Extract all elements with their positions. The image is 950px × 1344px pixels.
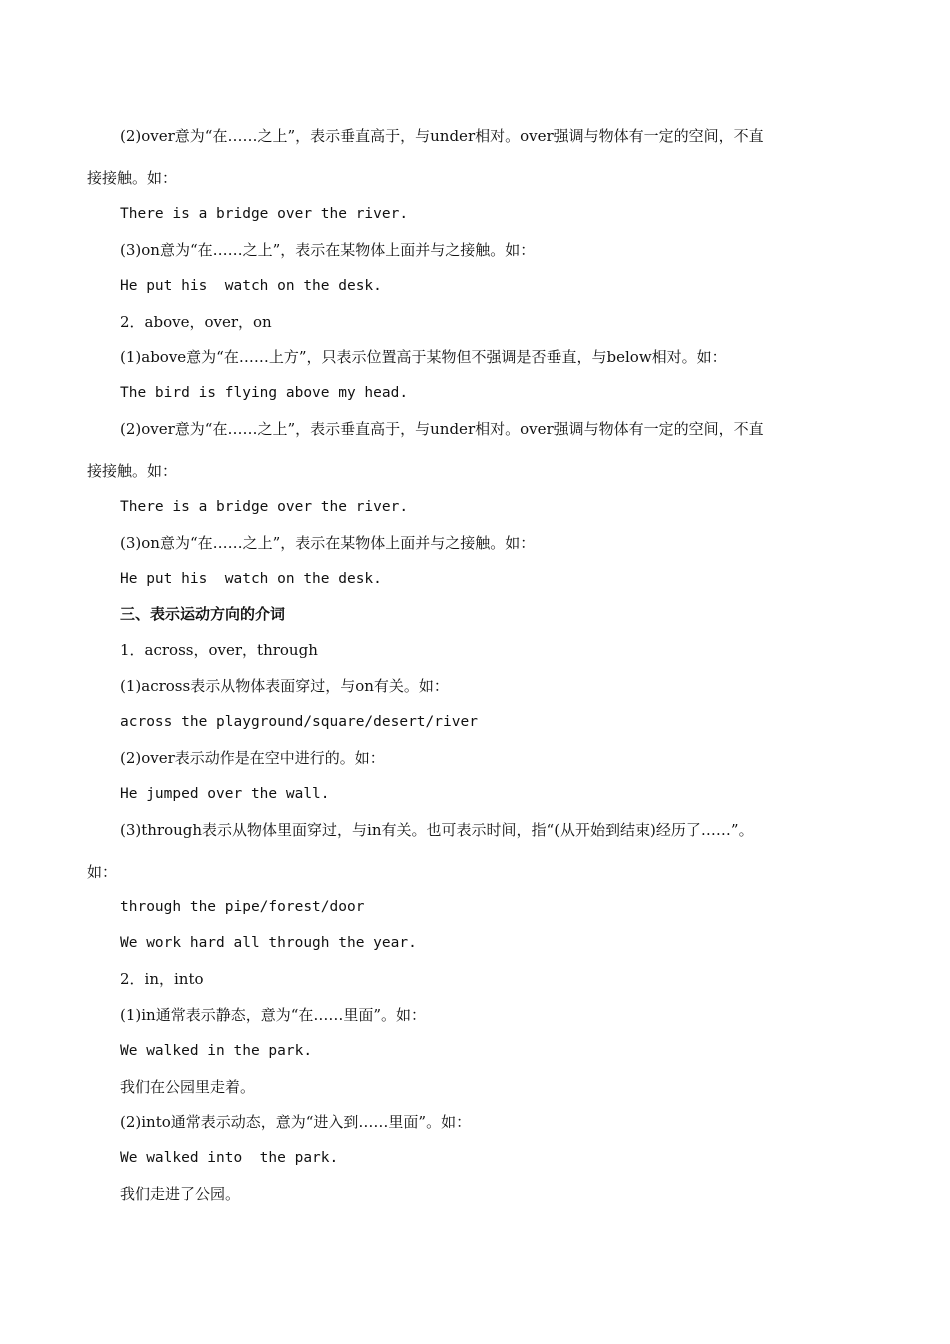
text-line: 1．across，over，through <box>120 641 318 659</box>
example-line: He jumped over the wall. <box>120 786 330 802</box>
example-line: He put his watch on the desk. <box>120 571 382 587</box>
example-line: through the pipe/forest/door <box>120 899 365 915</box>
text-line: (2)over表示动作是在空中进行的。如： <box>120 749 385 767</box>
example-line: He put his watch on the desk. <box>120 278 382 294</box>
text-line: 我们在公园里走着。 <box>120 1078 256 1096</box>
text-line: 如： <box>87 863 118 881</box>
text-line: (1)above意为“在……上方”，只表示位置高于某物但不强调是否垂直，与below相对。如： <box>120 348 727 366</box>
text-line: 接接触。如： <box>87 169 178 187</box>
example-line: We walked in the park. <box>120 1043 313 1059</box>
text-line: 2．above，over，on <box>120 313 272 331</box>
text-line: 我们走进了公园。 <box>120 1185 241 1203</box>
text-line: 接接触。如： <box>87 462 178 480</box>
example-line: We walked into the park. <box>120 1150 339 1166</box>
text-line: (3)through表示从物体里面穿过，与in有关。也可表示时间，指“(从开始到结束)经历了……”。 <box>120 821 754 839</box>
example-line: There is a bridge over the river. <box>120 206 409 222</box>
section-heading: 三、表示运动方向的介词 <box>120 605 286 623</box>
example-line: across the playground/square/desert/river <box>120 714 478 730</box>
example-line: We work hard all through the year. <box>120 935 417 951</box>
example-line: There is a bridge over the river. <box>120 499 409 515</box>
text-line: (2)over意为“在……之上”，表示垂直高于，与under相对。over强调与物体有一定的空间，不直 <box>120 127 764 145</box>
text-line: (2)into通常表示动态，意为“进入到……里面”。如： <box>120 1113 472 1131</box>
text-line: (2)over意为“在……之上”，表示垂直高于，与under相对。over强调与物体有一定的空间，不直 <box>120 420 764 438</box>
text-line: 2．in，into <box>120 970 204 988</box>
text-line: (1)across表示从物体表面穿过，与on有关。如： <box>120 677 449 695</box>
text-line: (3)on意为“在……之上”，表示在某物体上面并与之接触。如： <box>120 241 536 259</box>
text-line: (3)on意为“在……之上”，表示在某物体上面并与之接触。如： <box>120 534 536 552</box>
text-line: (1)in通常表示静态，意为“在……里面”。如： <box>120 1006 427 1024</box>
example-line: The bird is flying above my head. <box>120 385 409 401</box>
